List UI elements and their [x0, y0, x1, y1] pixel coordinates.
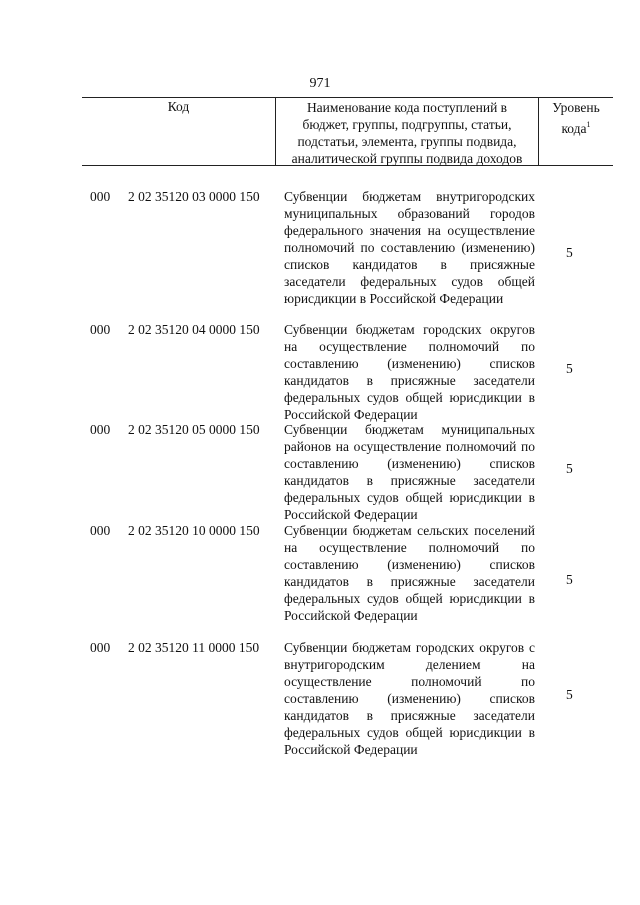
admin-code: 000: [90, 523, 111, 538]
header-level-footnote: 1: [586, 120, 591, 129]
code-level: 5: [566, 572, 573, 587]
code-level: 5: [566, 461, 573, 476]
income-description: Субвенции бюджетам муниципальных районов на осуществление полномочий по составлению (изменению) списков кандидатов в присяжные заседатели федеральных судов общей юрисдикции в Российской Федерации: [284, 422, 535, 522]
code-level: 5: [566, 245, 573, 260]
admin-code: 000: [90, 422, 111, 437]
income-description: Субвенции бюджетам сельских поселений на осуществление полномочий по составлению (изменению) списков кандидатов в присяжные заседатели федеральных судов общей юрисдикции в Российской Федерации: [284, 523, 535, 623]
code-level: 5: [566, 361, 573, 376]
income-code: 2 02 35120 04 0000 150: [128, 322, 260, 337]
table-row: [0, 522, 640, 639]
income-description: Субвенции бюджетам городских округов на осуществление полномочий по составлению (изменению) списков кандидатов в присяжные заседатели федеральных судов общей юрисдикции в Российской Федерации: [284, 322, 535, 422]
header-level: [539, 97, 613, 137]
income-code: 2 02 35120 11 0000 150: [128, 640, 260, 655]
income-code: 2 02 35120 03 0000 150: [128, 189, 260, 204]
income-code: 2 02 35120 10 0000 150: [128, 523, 260, 538]
admin-code: 000: [90, 322, 111, 337]
income-description: Субвенции бюджетам городских округов с внутригородским делением на осуществление полномочий по составлению (изменению) списков кандидатов в присяжные заседатели федеральных судов общей юрисдикции в Российской Федерации: [284, 640, 535, 757]
header-name-line: аналитической группы подвида доходов: [291, 151, 523, 166]
header-level-line2: кода: [561, 121, 587, 136]
page-number: 971: [309, 76, 331, 91]
table-row: [0, 188, 640, 321]
admin-code: 000: [90, 640, 111, 655]
header-name-line: подстатьи, элемента, группы подвида,: [297, 134, 517, 149]
header-name-cell: [275, 97, 539, 165]
code-level: 5: [566, 687, 573, 702]
admin-code: 000: [90, 189, 111, 204]
income-code: 2 02 35120 05 0000 150: [128, 422, 260, 437]
income-description: Субвенции бюджетам внутригородских муниципальных образований городов федерального значения на осуществление полномочий по составлению (изменению) списков кандидатов в присяжные заседатели федеральных судов общей юрисдикции в Российской Федерации: [284, 189, 535, 306]
table-row: [0, 639, 640, 756]
header-code: Код: [167, 99, 190, 114]
header-name-line: бюджет, группы, подгруппы, статьи,: [302, 117, 512, 132]
table-row: [0, 321, 640, 421]
header-name-line: Наименование кода поступлений в: [306, 100, 508, 115]
header-level-line1: Уровень: [552, 100, 600, 115]
table-row: [0, 421, 640, 522]
table-body: [0, 188, 640, 756]
